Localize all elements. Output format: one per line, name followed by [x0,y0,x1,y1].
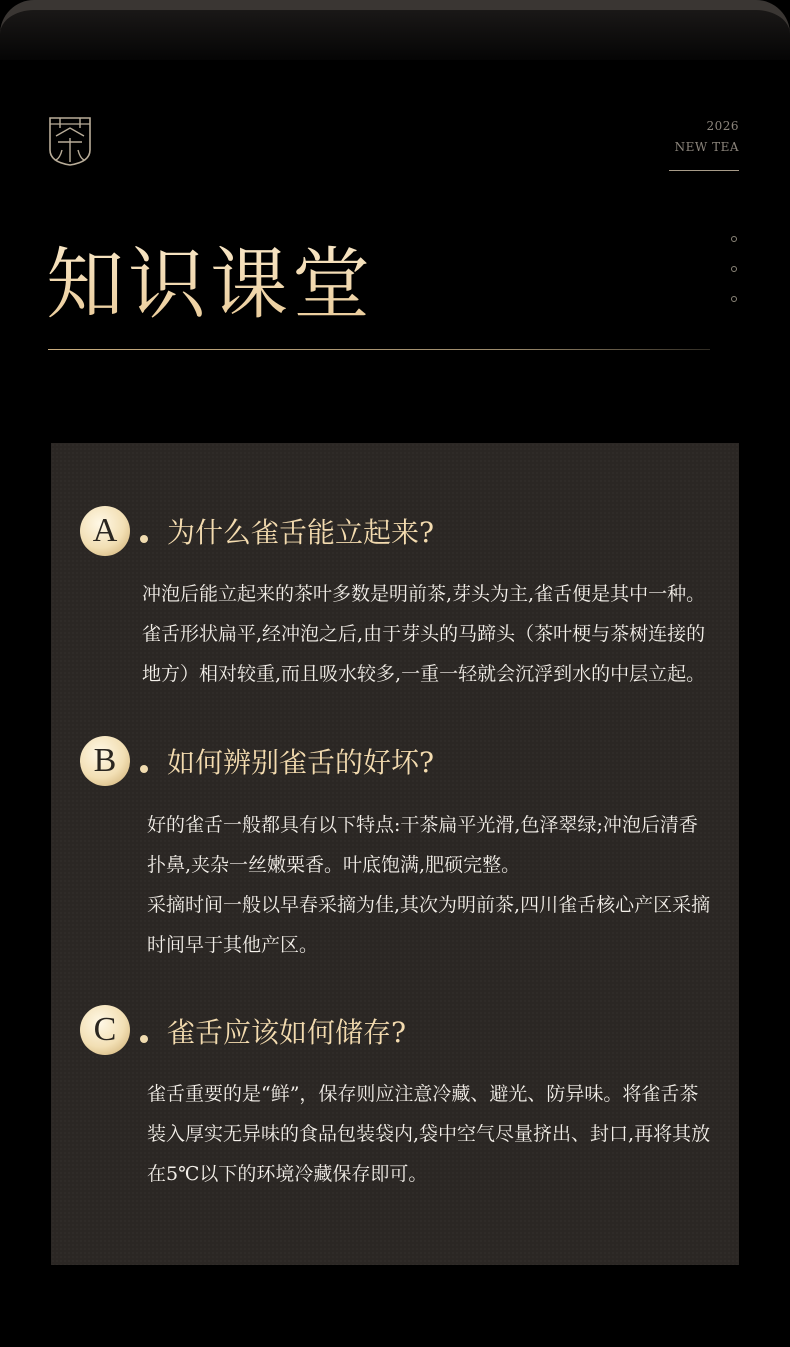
answer-text: 好的雀舌一般都具有以下特点:干茶扁平光滑,色泽翠绿;冲泡后清香扑鼻,夹杂一丝嫩栗香。叶底饱满,肥硕完整。 [147,814,698,876]
title-divider [48,349,710,350]
content-panel [51,443,739,1265]
question-title: 如何辨别雀舌的好坏? [167,746,435,779]
year-text: 2026 [706,119,739,133]
answer-text: 雀舌重要的是“鲜”，保存则应注意冷藏、避光、防异味。将雀舌茶装入厚实无异味的食品包装袋内,袋中空气尽量挤出、封口,再将其放在5℃以下的环境冷藏保存即可。 [147,1083,711,1185]
answer-text: 冲泡后能立起来的茶叶多数是明前茶,芽头为主,雀舌便是其中一种。雀舌形状扁平,经冲泡之后,由于芽头的马蹄头（茶叶梗与茶树连接的地方）相对较重,而且吸水较多,一重一轻就会沉浮到水的中层立起。 [142,583,706,685]
top-frame-arc [0,0,790,60]
page-title: 知识课堂 [46,222,374,334]
dot-icon [731,296,737,302]
tea-logo-icon [48,116,92,166]
answer-text-2: 采摘时间一般以早春采摘为佳,其次为明前茶,四川雀舌核心产区采摘时间早于其他产区。 [147,894,711,956]
badge-a: A [80,506,130,556]
bullet-dot [140,765,148,773]
header-rule [669,170,739,171]
dot-icon [731,266,737,272]
question-title: 为什么雀舌能立起来? [167,516,435,549]
badge-b: B [80,736,130,786]
year-label-block [675,116,739,158]
subtitle-text: NEW TEA [674,140,739,154]
bullet-dot [140,535,148,543]
badge-c: C [80,1005,130,1055]
decorative-dots [731,236,737,326]
dot-icon [731,236,737,242]
question-title: 雀舌应该如何储存? [167,1016,407,1049]
bullet-dot [140,1035,148,1043]
